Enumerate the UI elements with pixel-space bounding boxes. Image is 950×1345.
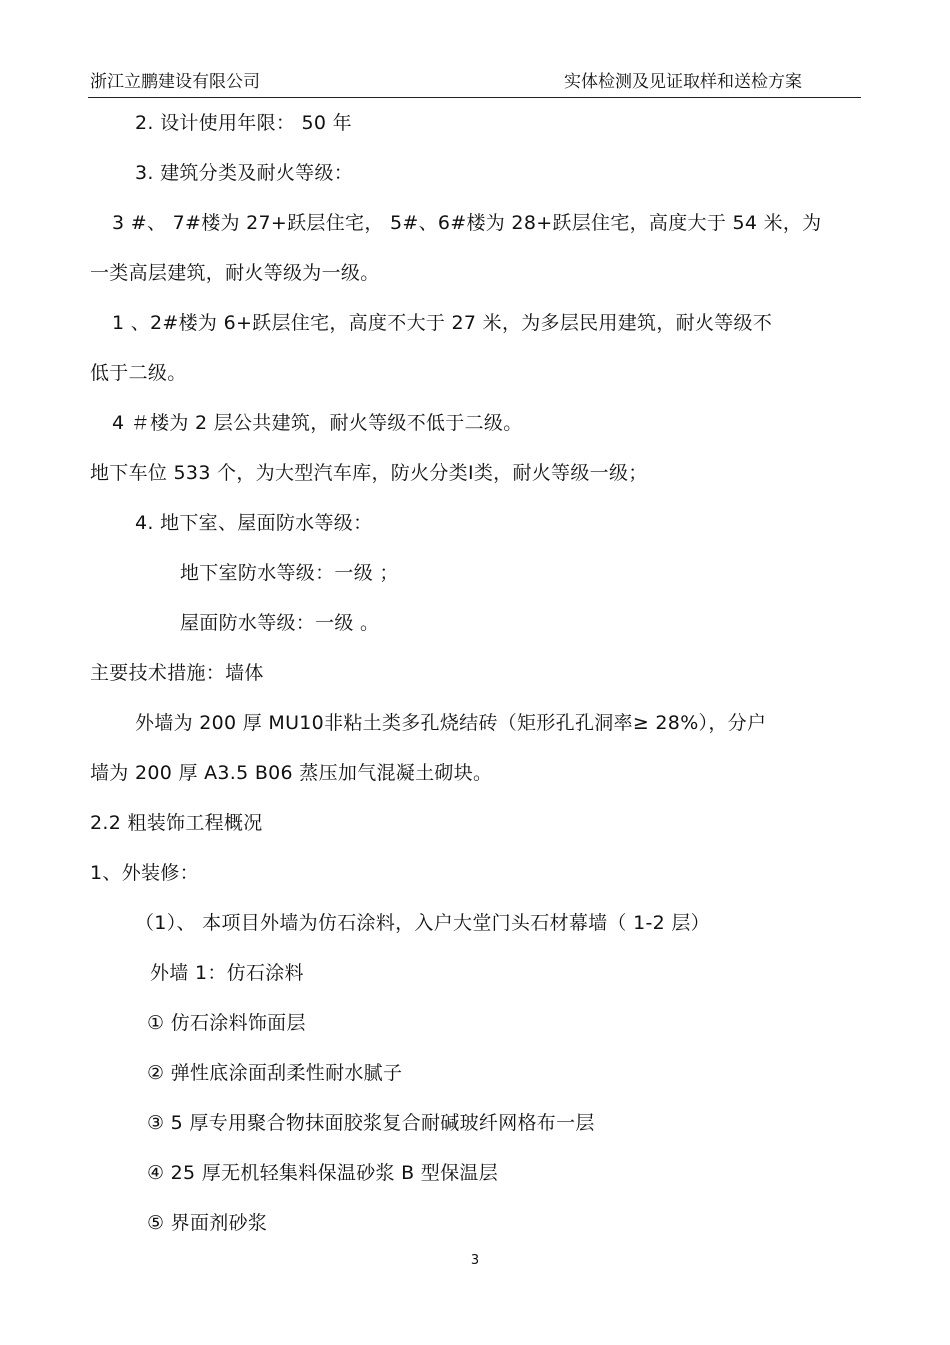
buildings-1-2-line-1: 1 、2#楼为 6+跃层住宅，高度不大于 27 米，为多层民用建筑，耐火等级不 — [112, 312, 773, 334]
header-company: 浙江立鹏建设有限公司 — [90, 72, 260, 92]
technical-measures-line: 主要技术措施：墙体 — [90, 662, 264, 684]
section-2-2-heading: 2.2 粗装饰工程概况 — [90, 812, 263, 834]
roof-waterproof-line: 屋面防水等级：一级 。 — [180, 612, 380, 634]
exterior-finish-heading: 1、外装修： — [90, 862, 199, 884]
layer-1-line: ① 仿石涂料饰面层 — [147, 1012, 306, 1034]
basement-waterproof-line: 地下室防水等级：一级 ； — [180, 562, 399, 584]
waterproof-heading: 4. 地下室、屋面防水等级： — [135, 512, 373, 534]
exterior-wall-1-heading: 外墙 1：仿石涂料 — [150, 962, 304, 984]
exterior-wall-line-2: 墙为 200 厚 A3.5 B06 蒸压加气混凝土砌块。 — [90, 762, 493, 784]
design-life-line: 2. 设计使用年限： 50 年 — [135, 112, 352, 134]
header-divider — [88, 97, 861, 98]
underground-parking-line: 地下车位 533 个，为大型汽车库，防火分类Ⅰ类，耐火等级一级； — [90, 462, 648, 484]
buildings-3-7-line-1: 3 #、 7#楼为 27+跃层住宅， 5#、6#楼为 28+跃层住宅，高度大于 54 米，为 — [112, 212, 822, 234]
exterior-finish-item-1: （1）、 本项目外墙为仿石涂料，入户大堂门头石材幕墙（ 1-2 层） — [135, 912, 710, 934]
building-4-line: 4 ＃楼为 2 层公共建筑，耐火等级不低于二级。 — [112, 412, 523, 434]
classification-heading: 3. 建筑分类及耐火等级： — [135, 162, 354, 184]
buildings-3-7-line-2: 一类高层建筑，耐火等级为一级。 — [90, 262, 380, 284]
page-number: 3 — [470, 1253, 480, 1268]
buildings-1-2-line-2: 低于二级。 — [90, 362, 187, 384]
layer-5-line: ⑤ 界面剂砂浆 — [147, 1212, 268, 1234]
layer-2-line: ② 弹性底涂面刮柔性耐水腻子 — [147, 1062, 403, 1084]
layer-3-line: ③ 5 厚专用聚合物抹面胶浆复合耐碱玻纤网格布一层 — [147, 1112, 595, 1134]
layer-4-line: ④ 25 厚无机轻集料保温砂浆 B 型保温层 — [147, 1162, 499, 1184]
header-doc-title: 实体检测及见证取样和送检方案 — [564, 72, 802, 92]
exterior-wall-line-1: 外墙为 200 厚 MU10非粘土类多孔烧结砖（矩形孔孔洞率≥ 28%），分户 — [135, 712, 767, 734]
